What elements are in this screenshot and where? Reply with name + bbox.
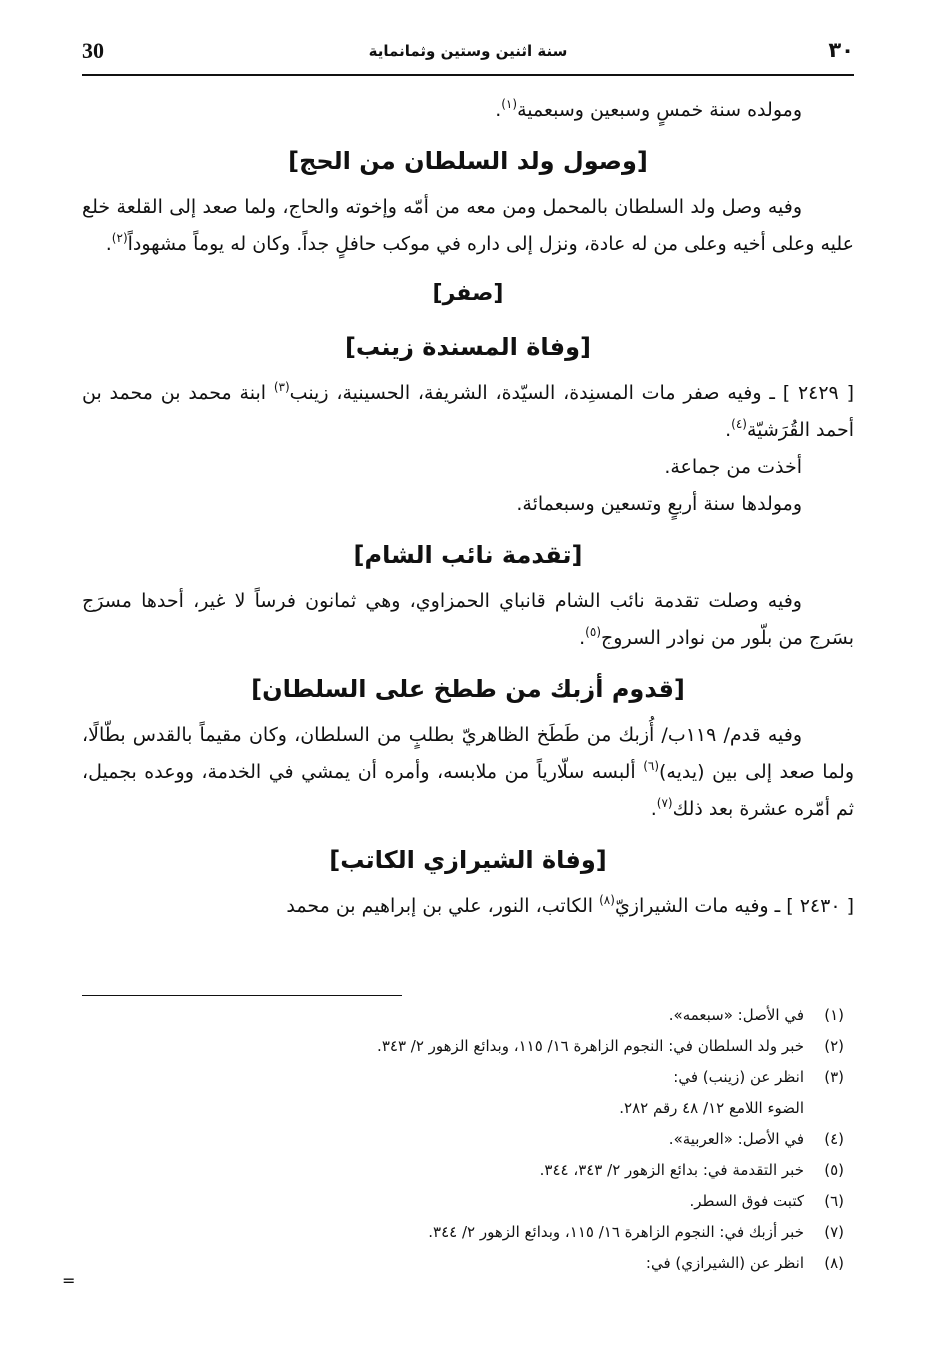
- paragraph-shirazi: [ ٢٤٣٠ ] ـ وفيه مات الشيرازيّ$^{(٨)}$ الكاتب، النور، علي بن إبراهيم بن محمد: [286, 893, 854, 917]
- page-header: [82, 38, 854, 76]
- paragraph-sultan-son: وفيه وصل ولد السلطان بالمحمل ومن معه من أمّه وإخوته والحاج، ولما صعد إلى القلعة خلع عليه وعلى أخيه وعلى من له عادة، ونزل إلى داره في موكب حافلٍ جداً. وكان له يوماً مشهوداً$^{(٢)}$.: [82, 196, 854, 255]
- footnote-item: [82, 1031, 854, 1062]
- footnote-ref-1[interactable]: (١): [501, 97, 518, 111]
- footnote-text: انظر عن (الشيرازي) في:: [645, 1254, 804, 1272]
- footnote-number: (٣): [824, 1068, 844, 1086]
- month-heading-safar: [صفر]: [432, 281, 504, 306]
- footnote-item: [82, 1124, 854, 1155]
- heading-death-zaynab: [وفاة المسندة زينب]: [344, 333, 592, 361]
- paragraph-uzbek: وفيه قدم/ ١١٩ب/ أُزبك من طَطَخ الظاهريّ بطلبٍ من السلطان، وكان مقيماً بالقدس بطّالًا، ولما صعد إلى بين (يديه)$^{(٦)}$ ألبسه سلّارياً من ملابسه، وأمره أن يمشي في الخدمة، ووعده بجميل، ثم أمّره عشرة بعد ذلك$^{(٧)}$.: [82, 724, 854, 820]
- footnotes-section: [82, 995, 854, 1279]
- footnote-ref-4[interactable]: (٤): [731, 417, 747, 431]
- footnote-number: (٧): [824, 1223, 844, 1241]
- paragraph-birth: ومولده سنة خمسٍ وسبعين وسبعمية$^{(١)}$.: [495, 97, 802, 121]
- heading-uzbek-arrival: [قدوم أزبك من ططخ على السلطان]: [251, 675, 685, 703]
- margin-mark: =: [62, 1271, 76, 1290]
- footnote-text: في الأصل: «العربية».: [668, 1130, 804, 1148]
- paragraph-zaynab-teachers: أخذت من جماعة.: [664, 456, 802, 478]
- footnote-ref-6[interactable]: (٦): [643, 759, 660, 773]
- footnote-item: [82, 1248, 854, 1279]
- footnote-ref-5[interactable]: (٥): [585, 625, 601, 639]
- footnote-divider: [82, 995, 402, 996]
- footnote-text: في الأصل: «سبعمه».: [668, 1006, 804, 1024]
- footnote-continuation: الضوء اللامع ١٢/ ٤٨ رقم ٢٨٢.: [619, 1099, 804, 1117]
- page-number-arabic: ٣٠: [828, 38, 854, 62]
- footnote-text: انظر عن (زينب) في:: [673, 1068, 804, 1086]
- heading-death-shirazi: [وفاة الشيرازي الكاتب]: [329, 846, 607, 874]
- footnote-item: [82, 1155, 854, 1186]
- footnote-number: (٦): [824, 1192, 844, 1210]
- footnote-item: [82, 1217, 854, 1248]
- heading-sultan-son-arrival: [وصول ولد السلطان من الحج]: [288, 147, 648, 175]
- paragraph-zaynab-birth: ومولدها سنة أربعٍ وتسعين وسبعمائة.: [516, 493, 802, 515]
- footnote-ref-3[interactable]: (٣): [273, 380, 290, 394]
- footnote-item: [82, 1062, 854, 1093]
- footnote-number: (٢): [824, 1037, 844, 1055]
- heading-damascus-gift: [تقدمة نائب الشام]: [353, 541, 583, 569]
- footnote-text: كتبت فوق السطر.: [689, 1192, 804, 1210]
- footnote-number: (١): [824, 1006, 844, 1024]
- paragraph-damascus-gift: وفيه وصلت تقدمة نائب الشام قانباي الحمزاوي، وهي ثمانون فرساً لا غير، أحدها مسرَج بسَرج من بلّور من نوادر السروج$^{(٥)}$.: [82, 590, 854, 649]
- footnote-item: [82, 1000, 854, 1031]
- footnote-ref-2[interactable]: (٢): [111, 231, 128, 245]
- footnote-item: [82, 1186, 854, 1217]
- footnote-number: (٨): [824, 1254, 844, 1272]
- paragraph-zaynab: [ ٢٤٢٩ ] ـ وفيه صفر مات المسنِدة، السيّدة، الشريفة، الحسينية، زينب$^{(٣)}$ ابنة محمد بن محمد بن أحمد القُرَشيّة$^{(٤)}$.: [82, 380, 854, 441]
- footnote-ref-8[interactable]: (٨): [599, 893, 615, 907]
- running-title: سنة اثنين وستين وثمانماية: [368, 42, 568, 60]
- footnote-number: (٤): [824, 1130, 844, 1148]
- main-text: [82, 92, 854, 925]
- footnote-text: خبر التقدمة في: بدائع الزهور ٢/ ٣٤٣، ٣٤٤.: [539, 1161, 804, 1179]
- footnote-text: خبر أزبك في: النجوم الزاهرة ١٦/ ١١٥، وبدائع الزهور ٢/ ٣٤٤.: [428, 1223, 804, 1241]
- footnote-number: (٥): [824, 1161, 844, 1179]
- footnote-text: خبر ولد السلطان في: النجوم الزاهرة ١٦/ ١١٥، وبدائع الزهور ٢/ ٣٤٣.: [377, 1037, 804, 1055]
- footnote-ref-7[interactable]: (٧): [656, 796, 673, 810]
- page-number-latin: 30: [82, 38, 104, 63]
